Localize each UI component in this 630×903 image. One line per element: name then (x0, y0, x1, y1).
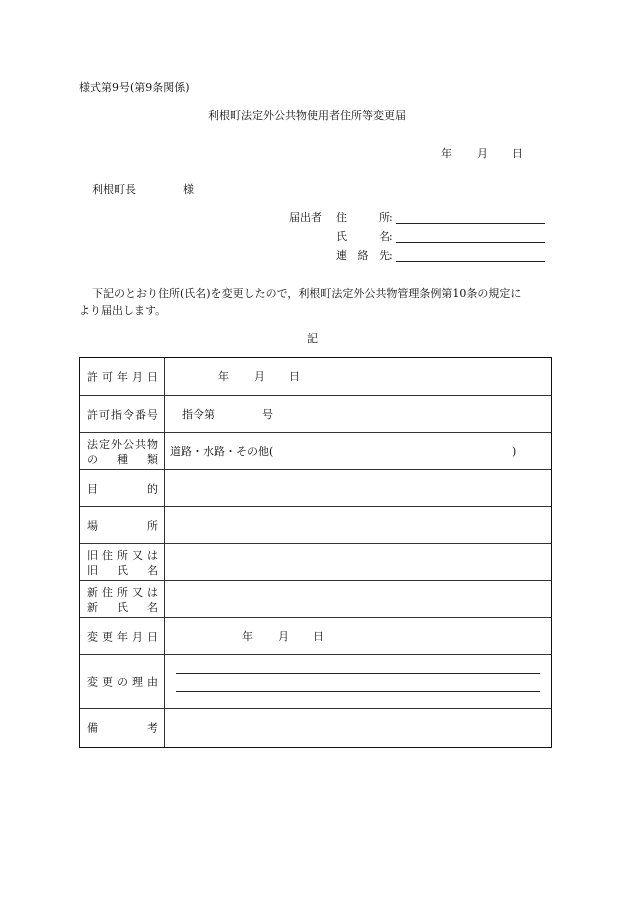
permit-number-field[interactable] (165, 396, 551, 433)
label-char: 名 (379, 230, 390, 243)
table-row-new-address (80, 580, 551, 618)
property-type-field[interactable] (165, 433, 551, 470)
row-label-char: 名 (147, 563, 158, 577)
row-label-cell (80, 470, 165, 507)
row-label-char: 旧 (87, 548, 98, 562)
permit-date-field[interactable] (165, 358, 551, 395)
address-label (336, 211, 390, 225)
label-char: 連 (336, 249, 347, 262)
new-address-field[interactable] (165, 581, 551, 618)
row-label-char: 住 (102, 585, 113, 599)
row-label-char: 氏 (117, 600, 128, 614)
row-label-line (87, 518, 158, 533)
row-label-cell (80, 433, 165, 470)
row-label-char: 目 (87, 482, 98, 495)
row-label (87, 721, 158, 736)
reason-line-1 (176, 673, 540, 674)
change-reason-field[interactable] (165, 655, 551, 709)
row-label-char: 所 (147, 519, 158, 532)
row-label-char: 更 (102, 675, 113, 689)
row-label-line (87, 721, 158, 736)
table-row-remarks (80, 708, 551, 747)
row-label-char: 指 (111, 408, 122, 421)
location-field[interactable] (165, 507, 551, 544)
row-label-char: 外 (111, 437, 122, 451)
row-label-line (87, 629, 158, 644)
row-label-char: 年 (117, 630, 128, 643)
row-label-char: 場 (87, 519, 98, 532)
row-label-char: 氏 (117, 563, 128, 577)
row-label-char: 変 (87, 630, 98, 643)
row-label-char: 種 (117, 452, 128, 466)
row-label-line (87, 369, 158, 384)
row-label-char: 住 (102, 548, 113, 562)
change-year-label: 年 (242, 630, 253, 643)
row-label-char: 理 (132, 675, 143, 689)
table-row-permit-date (80, 358, 551, 395)
row-label-char: 新 (87, 600, 98, 614)
table-row-change-reason (80, 654, 551, 709)
row-label-char: 日 (147, 370, 158, 383)
date-year-label: 年 (441, 147, 452, 160)
row-label-line (87, 437, 158, 452)
row-label-char: 物 (147, 437, 158, 451)
row-label (87, 548, 158, 578)
row-label-char: 許 (87, 370, 98, 383)
change-date-field[interactable] (165, 618, 551, 655)
contact-colon: : (389, 249, 393, 262)
row-label-char: は (147, 548, 158, 562)
row-label-line (87, 481, 158, 496)
row-label-char: 番 (135, 408, 146, 421)
row-label-char: 新 (87, 585, 98, 599)
old-address-field[interactable] (165, 544, 551, 581)
row-label-char: 許 (87, 408, 98, 421)
row-label-char: 公 (123, 437, 134, 451)
table-row-purpose (80, 469, 551, 507)
row-label-line (87, 407, 158, 422)
reason-line-2 (176, 691, 540, 692)
row-label-char: の (117, 675, 128, 689)
row-label (87, 518, 158, 533)
row-label-char: 共 (135, 437, 146, 451)
row-label-line (87, 452, 158, 467)
row-label-char: 的 (147, 482, 158, 495)
remarks-field[interactable] (165, 709, 551, 747)
row-label-char: は (147, 585, 158, 599)
table-row-property-type (80, 432, 551, 470)
row-label (87, 675, 158, 690)
row-label-cell (80, 618, 165, 655)
property-type-close-paren: ) (512, 445, 517, 458)
addressee-honorific: 様 (183, 183, 194, 196)
row-label-cell (80, 709, 165, 747)
ki-heading: 記 (307, 332, 318, 345)
label-char: 絡 (357, 249, 369, 262)
date-month-label: 月 (477, 147, 488, 160)
permit-year-label: 年 (218, 370, 229, 383)
row-label-char: 考 (147, 721, 158, 735)
row-label (87, 481, 158, 496)
row-label-char: 名 (147, 600, 158, 614)
row-label-char: 定 (99, 437, 110, 451)
row-label (87, 585, 158, 615)
row-label (87, 407, 158, 422)
row-label-char: 可 (99, 408, 110, 421)
row-label-cell (80, 655, 165, 709)
row-label-line (87, 585, 158, 600)
applicant-label: 届出者 (289, 211, 322, 224)
row-label-char: 備 (87, 721, 98, 735)
row-label-line (87, 563, 158, 578)
statement-line-1: 下記のとおり住所(氏名)を変更したので，利根町法定外公共物管理条例第10条の規定に (92, 287, 522, 300)
row-label-line (87, 600, 158, 615)
permit-number-prefix: 指令第 (182, 408, 215, 421)
label-char: 所 (379, 211, 390, 224)
row-label-char: 所 (117, 548, 128, 562)
row-label-char: 類 (147, 452, 158, 466)
label-char: 住 (336, 211, 347, 224)
permit-month-label: 月 (254, 370, 265, 383)
row-label-char: 更 (102, 630, 113, 643)
row-label-char: 号 (147, 408, 158, 421)
name-label (336, 230, 390, 244)
permit-number-suffix: 号 (262, 408, 273, 421)
statement-line-2: より届出します。 (79, 304, 167, 317)
row-label-char: 又 (132, 585, 143, 599)
row-label-char: 旧 (87, 563, 98, 577)
row-label-cell (80, 581, 165, 618)
contact-input-line[interactable] (396, 261, 545, 262)
row-label-cell (80, 358, 165, 395)
row-label-char: 年 (117, 370, 128, 383)
row-label-cell (80, 544, 165, 581)
row-label-char: の (87, 452, 98, 466)
row-label-char: 日 (147, 630, 158, 643)
form-number: 様式第9号(第9条関係) (79, 81, 190, 94)
table-row-old-address (80, 543, 551, 581)
row-label (87, 629, 158, 644)
property-type-options: 道路・水路・その他( (170, 445, 274, 458)
row-label-char: 令 (123, 408, 134, 421)
row-label-char: 月 (132, 630, 143, 643)
table-row-permit-number (80, 395, 551, 433)
row-label-line (87, 675, 158, 690)
addressee-name: 利根町長 (92, 183, 136, 196)
address-colon: : (389, 211, 393, 224)
change-month-label: 月 (278, 630, 289, 643)
purpose-field[interactable] (165, 470, 551, 507)
table-row-location (80, 506, 551, 544)
row-label-char: 月 (132, 370, 143, 383)
date-day-label: 日 (512, 147, 523, 160)
row-label-line (87, 548, 158, 563)
address-input-line[interactable] (396, 223, 545, 224)
contact-label (336, 249, 390, 263)
label-char: 先 (379, 249, 390, 262)
details-table (79, 357, 552, 748)
row-label-char: 又 (132, 548, 143, 562)
label-char: 氏 (336, 230, 347, 243)
document-title: 利根町法定外公共物使用者住所等変更届 (208, 109, 406, 122)
name-input-line[interactable] (396, 242, 545, 243)
table-row-change-date (80, 617, 551, 655)
row-label-char: 変 (87, 675, 98, 689)
row-label-cell (80, 507, 165, 544)
permit-day-label: 日 (289, 370, 300, 383)
name-colon: : (389, 230, 393, 243)
row-label-char: 由 (147, 675, 158, 689)
row-label (87, 369, 158, 384)
row-label-char: 可 (102, 370, 113, 383)
change-day-label: 日 (313, 630, 324, 643)
row-label (87, 437, 158, 467)
row-label-char: 法 (87, 437, 98, 451)
row-label-char: 所 (117, 585, 128, 599)
row-label-cell (80, 396, 165, 433)
